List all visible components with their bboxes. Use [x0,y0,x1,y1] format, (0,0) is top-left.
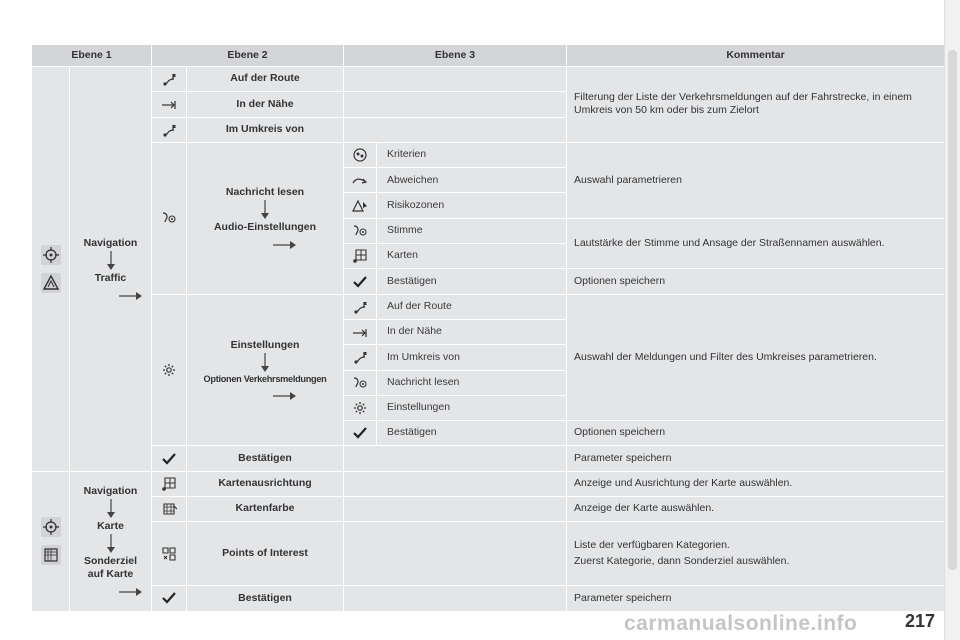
radius-flag-icon [352,349,368,365]
level2-read-message-cell [187,142,344,294]
level1-item-navigation: Navigation [83,236,138,249]
arrow-down-icon [260,353,270,373]
page-number: 217 [905,611,936,631]
table-row [32,446,945,471]
level1-names-cell [70,471,152,611]
level3-icon-cell [344,319,377,344]
comment-settings-save: Optionen speichern [567,421,945,446]
level3-icon-cell [344,244,377,269]
table-row [32,67,945,92]
header-comment: Kommentar [567,45,945,67]
level2-im-umkreis-von: Im Umkreis von [187,117,344,142]
table-row [32,586,945,611]
level1-item-karte: Karte [97,520,124,533]
level3-kriterien: Kriterien [377,142,567,167]
level2-icon-cell [152,497,187,522]
level2-bestaetigen: Bestätigen [187,446,344,471]
detour-icon [352,172,368,188]
level2-icon-cell [152,67,187,92]
checkmark-icon [161,451,177,467]
level3-icon-cell [344,168,377,193]
maps-icon [352,248,368,264]
level3-im-umkreis-von: Im Umkreis von [377,345,567,370]
table-row [32,471,945,496]
arrow-right-icon [273,391,297,401]
poi-icon [161,546,177,562]
header-level-3: Ebene 3 [344,45,567,67]
level2-icon-cell [152,471,187,496]
speech-icon [161,210,177,226]
comment-kartenfarbe: Anzeige der Karte auswählen. [567,497,945,522]
level2-optionen-verkehrsmeldungen: Optionen Verkehrsmeldungen [203,373,327,384]
route-flag-icon [161,71,177,87]
table-row [32,142,945,167]
checkmark-icon [352,274,368,290]
level3-empty-cell [344,117,567,142]
level1-icons-cell [32,67,70,472]
comment-poi [567,522,945,586]
checkmark-icon [352,425,368,441]
comment-params: Auswahl parametrieren [567,142,945,218]
table-row [32,497,945,522]
level2-settings-cell [187,294,344,446]
comment-voice: Lautstärke der Stimme und Ansage der Straßennamen auswählen. [567,218,945,269]
level2-icon-cell [152,294,187,446]
settings-gear-icon [352,400,368,416]
level1-names-cell [70,67,152,472]
arrow-right-icon [119,587,143,597]
level3-icon-cell [344,269,377,294]
speech-icon [352,375,368,391]
scrollbar-thumb[interactable] [948,50,957,570]
risk-zone-icon [352,198,368,214]
arrow-down-icon [106,499,116,519]
level3-empty-cell [344,92,567,117]
level1-icons-cell [32,471,70,611]
level3-icon-cell [344,421,377,446]
header-row [32,45,945,67]
level3-bestaetigen: Bestätigen [377,269,567,294]
level3-empty-cell [344,586,567,611]
navigation-crosshair-icon [41,245,61,265]
table-row [32,294,945,319]
level2-icon-cell [152,92,187,117]
arrow-down-icon [106,534,116,554]
header-level-2: Ebene 2 [152,45,344,67]
level2-einstellungen: Einstellungen [230,338,300,351]
map-grid-icon [41,545,61,565]
level3-icon-cell [344,395,377,420]
map-orientation-icon [161,476,177,492]
comment-save: Optionen speichern [567,269,945,294]
navigation-crosshair-icon [41,517,61,537]
arrow-right-icon [119,291,143,301]
level2-icon-cell [152,117,187,142]
route-flag-icon [352,299,368,315]
level1-item-traffic: Traffic [94,271,127,284]
level2-points-of-interest: Points of Interest [187,522,344,586]
level1-item-navigation: Navigation [83,484,138,497]
level3-in-der-naehe: In der Nähe [377,319,567,344]
level3-risikozonen: Risikozonen [377,193,567,218]
header-level-1: Ebene 1 [32,45,152,67]
level2-auf-der-route: Auf der Route [187,67,344,92]
comment-poi-line1: Liste der verfügbaren Kategorien. [574,539,730,552]
level3-empty-cell [344,67,567,92]
level3-icon-cell [344,193,377,218]
comment-settings-filter: Auswahl der Meldungen und Filter des Umkreises parametrieren. [567,294,945,420]
level3-icon-cell [344,294,377,319]
level2-audio-einstellungen: Audio-Einstellungen [213,221,317,234]
level3-einstellungen: Einstellungen [377,395,567,420]
settings-gear-icon [161,362,177,378]
level2-nachricht-lesen: Nachricht lesen [225,186,305,199]
watermark: carmanualsonline.info [624,612,858,635]
level3-abweichen: Abweichen [377,168,567,193]
level2-bestaetigen: Bestätigen [187,586,344,611]
map-color-icon [161,501,177,517]
level3-empty-cell [344,446,567,471]
level3-karten: Karten [377,244,567,269]
nearby-arrow-icon [161,96,177,112]
comment-filter: Filterung der Liste der Verkehrsmeldungen auf der Fahrstrecke, in einem Umkreis von 50 km oder bis zum Zielort [567,67,945,143]
level3-icon-cell [344,370,377,395]
level2-icon-cell [152,446,187,471]
arrow-down-icon [260,200,270,220]
comment-parameter-save: Parameter speichern [567,446,945,471]
level2-icon-cell [152,522,187,586]
level3-bestaetigen: Bestätigen [377,421,567,446]
level3-empty-cell [344,522,567,586]
level3-empty-cell [344,471,567,496]
level2-in-der-naehe: In der Nähe [187,92,344,117]
comment-poi-line2: Zuerst Kategorie, dann Sonderziel auswählen. [574,554,790,567]
comment-parameter-save: Parameter speichern [567,586,945,611]
comment-kartenausrichtung: Anzeige und Ausrichtung der Karte auswählen. [567,471,945,496]
criteria-icon [352,147,368,163]
nearby-arrow-icon [352,324,368,340]
voice-icon [352,223,368,239]
radius-flag-icon [161,122,177,138]
level3-nachricht-lesen: Nachricht lesen [377,370,567,395]
checkmark-icon [161,590,177,606]
arrow-right-icon [273,240,297,250]
level3-icon-cell [344,345,377,370]
vertical-scrollbar[interactable] [944,0,960,640]
level2-kartenausrichtung: Kartenausrichtung [187,471,344,496]
level3-empty-cell [344,497,567,522]
level3-icon-cell [344,218,377,243]
level3-icon-cell [344,142,377,167]
level3-auf-der-route: Auf der Route [377,294,567,319]
level3-stimme: Stimme [377,218,567,243]
level2-kartenfarbe: Kartenfarbe [187,497,344,522]
table-row [32,522,945,586]
level2-icon-cell [152,142,187,294]
traffic-warning-icon [41,273,61,293]
arrow-down-icon [106,251,116,271]
level2-icon-cell [152,586,187,611]
level1-item-sonderziel: Sonderziel auf Karte [83,555,138,581]
manual-table [31,44,945,612]
